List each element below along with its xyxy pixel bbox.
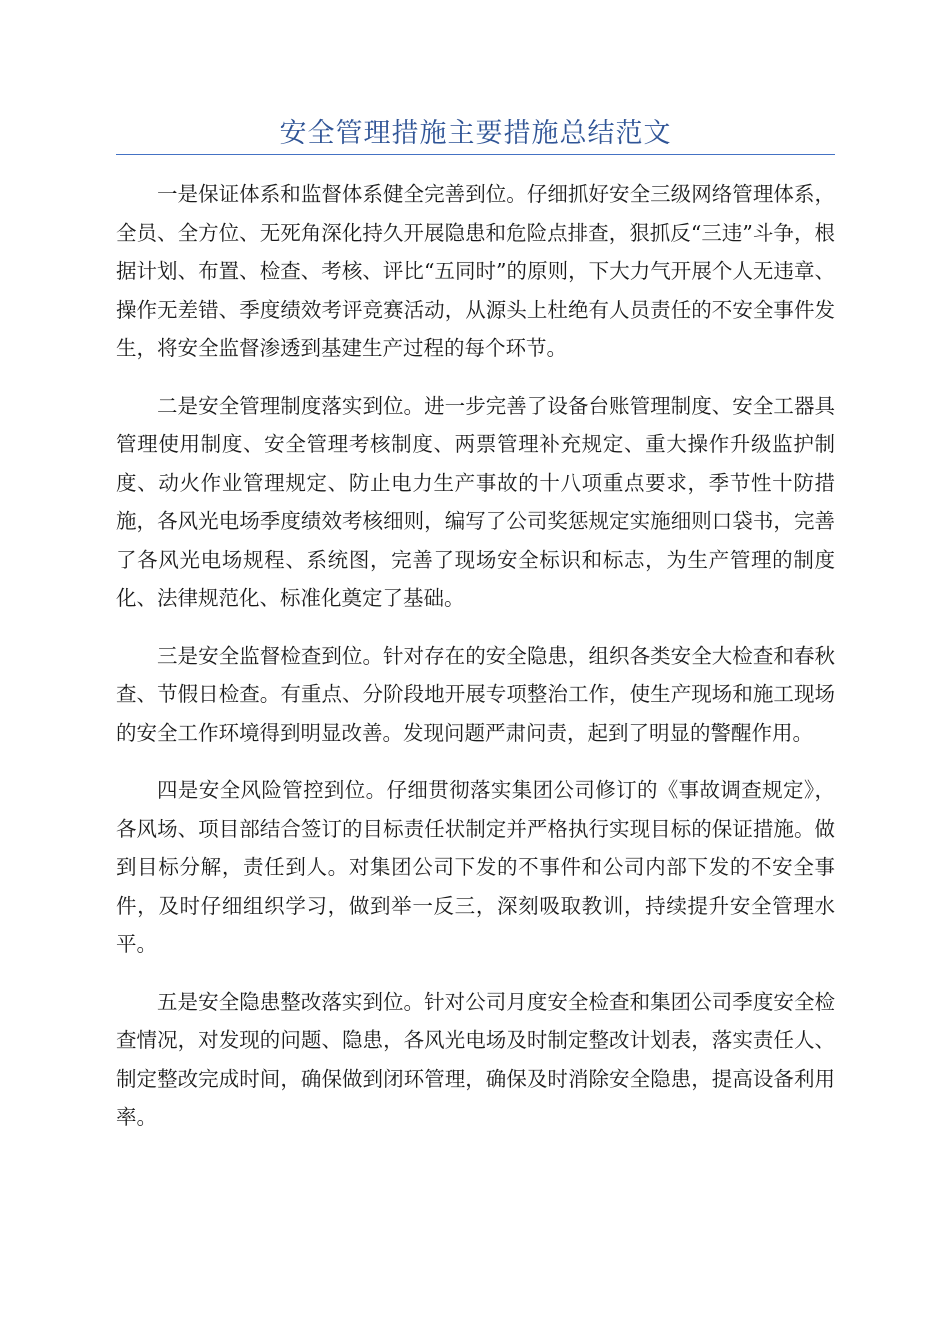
paragraph-1: 一是保证体系和监督体系健全完善到位。仔细抓好安全三级网络管理体系，全员、全方位、无死角深化持久开展隐患和危险点排查，狠抓反“三违”斗争，根据计划、布置、检查、考核、评比“五同时”的原则，下大力气开展个人无违章、操作无差错、季度绩效考评竞赛活动，从源头上杜绝有人员责任的不安全事件发生，将安全监督渗透到基建生产过程的每个环节。 xyxy=(116,182,835,360)
paragraph-2: 二是安全管理制度落实到位。进一步完善了设备台账管理制度、安全工器具管理使用制度、安全管理考核制度、两票管理补充规定、重大操作升级监护制度、动火作业管理规定、防止电力生产事故的十八项重点要求，季节性十防措施，各风光电场季度绩效考核细则，编写了公司奖惩规定实施细则口袋书，完善了各风光电场规程、系统图，完善了现场安全标识和标志，为生产管理的制度化、法律规范化、标准化奠定了基础。 xyxy=(116,393,835,610)
paragraph-3: 三是安全监督检查到位。针对存在的安全隐患，组织各类安全大检查和春秋查、节假日检查。有重点、分阶段地开展专项整治工作，使生产现场和施工现场的安全工作环境得到明显改善。发现问题严肃问责，起到了明显的警醒作用。 xyxy=(116,643,835,745)
document-body xyxy=(116,175,835,1156)
title-underline xyxy=(116,154,835,155)
document-title: 安全管理措施主要措施总结范文 xyxy=(279,118,672,149)
paragraph-5: 五是安全隐患整改落实到位。针对公司月度安全检查和集团公司季度安全检查情况，对发现的问题、隐患，各风光电场及时制定整改计划表，落实责任人、制定整改完成时间，确保做到闭环管理，确保及时消除安全隐患，提高设备利用率。 xyxy=(116,989,835,1129)
paragraph-4: 四是安全风险管控到位。仔细贯彻落实集团公司修订的《事故调查规定》，各风场、项目部结合签订的目标责任状制定并严格执行实现目标的保证措施。做到目标分解，责任到人。对集团公司下发的不事件和公司内部下发的不安全事件，及时仔细组织学习，做到举一反三，深刻吸取教训，持续提升安全管理水平。 xyxy=(116,778,835,956)
